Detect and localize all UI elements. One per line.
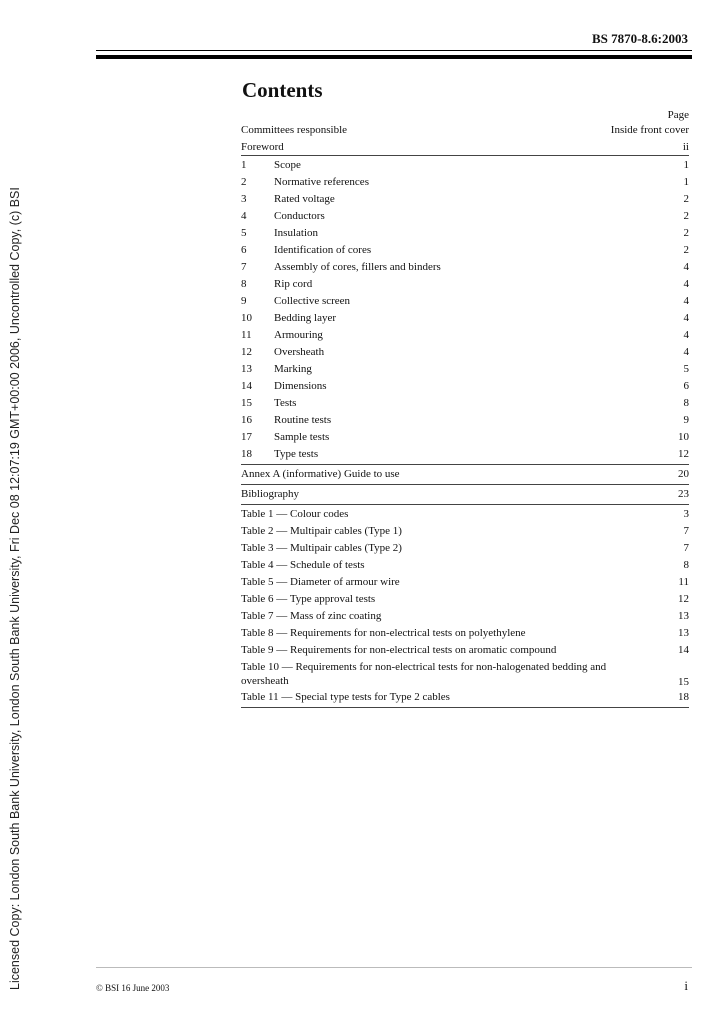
toc-table-entry[interactable] bbox=[241, 642, 689, 659]
clause-number: 17 bbox=[241, 431, 252, 443]
clause-title: Armouring bbox=[274, 329, 323, 341]
clause-page: 1 bbox=[683, 176, 689, 188]
table-page: 3 bbox=[683, 508, 689, 520]
clause-page: 9 bbox=[683, 414, 689, 426]
toc-clause[interactable] bbox=[241, 361, 689, 378]
toc-table-entry[interactable] bbox=[241, 689, 689, 706]
clause-title: Collective screen bbox=[274, 295, 351, 307]
toc-entry-label: Bibliography bbox=[241, 488, 300, 500]
clause-page: 5 bbox=[683, 363, 689, 375]
clause-title: Routine tests bbox=[274, 414, 332, 426]
toc-clause[interactable] bbox=[241, 310, 689, 327]
clause-number: 18 bbox=[241, 448, 252, 460]
clause-number: 16 bbox=[241, 414, 252, 426]
clause-title: Scope bbox=[274, 159, 301, 171]
clause-page: 12 bbox=[678, 448, 689, 460]
page-number: i bbox=[684, 978, 688, 993]
toc-entry-label: Foreword bbox=[241, 141, 284, 153]
clause-number: 1 bbox=[241, 159, 247, 171]
toc-table-entry[interactable] bbox=[241, 523, 689, 540]
clause-title: Identification of cores bbox=[274, 244, 372, 256]
table-title: Table 9 — Requirements for non-electrical tests on aromatic compound bbox=[241, 644, 557, 656]
clause-number: 11 bbox=[241, 329, 252, 341]
clause-number: 8 bbox=[241, 278, 247, 290]
table-page: 13 bbox=[678, 627, 689, 639]
table-title: Table 5 — Diameter of armour wire bbox=[241, 576, 400, 588]
clause-list bbox=[241, 156, 689, 465]
table-of-contents bbox=[241, 109, 689, 708]
clause-title: Type tests bbox=[274, 448, 319, 460]
clause-title: Rated voltage bbox=[274, 193, 335, 205]
page-column-label: Page bbox=[667, 109, 689, 121]
toc-clause[interactable] bbox=[241, 327, 689, 344]
toc-entry-label: Annex A (informative) Guide to use bbox=[241, 468, 400, 480]
clause-title: Assembly of cores, fillers and binders bbox=[274, 261, 441, 273]
toc-table-entry[interactable] bbox=[241, 574, 689, 591]
clause-title: Conductors bbox=[274, 210, 325, 222]
clause-page: 2 bbox=[683, 210, 689, 222]
table-page: 12 bbox=[678, 593, 689, 605]
toc-clause[interactable] bbox=[241, 157, 689, 174]
clause-title: Insulation bbox=[274, 227, 318, 239]
clause-page: 2 bbox=[683, 227, 689, 239]
toc-table-entry[interactable] bbox=[241, 557, 689, 574]
table-title: Table 3 — Multipair cables (Type 2) bbox=[241, 542, 402, 554]
table-page: 18 bbox=[678, 691, 689, 703]
clause-number: 13 bbox=[241, 363, 252, 375]
clause-page: 4 bbox=[683, 346, 689, 358]
clause-page: 4 bbox=[683, 312, 689, 324]
clause-page: 8 bbox=[683, 397, 689, 409]
header-rule-thick bbox=[96, 55, 692, 59]
toc-table-entry[interactable] bbox=[241, 506, 689, 523]
toc-clause[interactable] bbox=[241, 225, 689, 242]
toc-clause[interactable] bbox=[241, 242, 689, 259]
toc-entry-page: 20 bbox=[678, 468, 689, 480]
copyright-notice: © BSI 16 June 2003 bbox=[96, 983, 170, 993]
toc-table-entry[interactable] bbox=[241, 591, 689, 608]
table-page: 15 bbox=[678, 676, 689, 688]
clause-title: Rip cord bbox=[274, 278, 313, 290]
toc-table-entry[interactable] bbox=[241, 608, 689, 625]
clause-number: 9 bbox=[241, 295, 247, 307]
clause-page: 4 bbox=[683, 278, 689, 290]
clause-page: 4 bbox=[683, 261, 689, 273]
toc-clause[interactable] bbox=[241, 276, 689, 293]
clause-title: Dimensions bbox=[274, 380, 327, 392]
clause-number: 3 bbox=[241, 193, 247, 205]
clause-page: 1 bbox=[683, 159, 689, 171]
clause-number: 15 bbox=[241, 397, 252, 409]
clause-number: 4 bbox=[241, 210, 247, 222]
footer-rule bbox=[96, 967, 692, 968]
toc-entry-committees[interactable] bbox=[241, 122, 689, 139]
table-list bbox=[241, 505, 689, 708]
clause-title: Oversheath bbox=[274, 346, 325, 358]
clause-page: 6 bbox=[683, 380, 689, 392]
toc-entry-page: ii bbox=[682, 141, 689, 153]
license-watermark: Licensed Copy: London South Bank University, London South Bank University, Fri Dec 08 12:07:19 GMT+00:00 2006, Uncontrolled Copy, (c) BSI bbox=[8, 187, 22, 990]
clause-title: Sample tests bbox=[274, 431, 330, 443]
clause-number: 7 bbox=[241, 261, 247, 273]
header-rule-thin bbox=[96, 50, 692, 51]
table-title: Table 7 — Mass of zinc coating bbox=[241, 610, 382, 622]
clause-number: 5 bbox=[241, 227, 247, 239]
table-title: Table 11 — Special type tests for Type 2 cables bbox=[241, 691, 450, 703]
toc-entry-foreword[interactable] bbox=[241, 139, 689, 156]
toc-entry-page: Inside front cover bbox=[610, 124, 689, 136]
clause-title: Normative references bbox=[274, 176, 369, 188]
clause-title: Bedding layer bbox=[274, 312, 337, 324]
clause-number: 10 bbox=[241, 312, 252, 324]
clause-number: 2 bbox=[241, 176, 247, 188]
table-page: 14 bbox=[678, 644, 689, 656]
table-page: 7 bbox=[683, 525, 689, 537]
toc-clause[interactable] bbox=[241, 378, 689, 395]
toc-entry-annex[interactable] bbox=[241, 466, 689, 483]
toc-clause[interactable] bbox=[241, 191, 689, 208]
table-page: 13 bbox=[678, 610, 689, 622]
toc-entry-label: Committees responsible bbox=[241, 124, 348, 136]
table-title: Table 4 — Schedule of tests bbox=[241, 559, 365, 571]
annex-section bbox=[241, 465, 689, 485]
table-title: Table 6 — Type approval tests bbox=[241, 593, 376, 605]
clause-number: 12 bbox=[241, 346, 252, 358]
table-page: 11 bbox=[678, 576, 689, 588]
toc-clause[interactable] bbox=[241, 293, 689, 310]
clause-page: 2 bbox=[683, 244, 689, 256]
clause-number: 14 bbox=[241, 380, 252, 392]
toc-entry-page: 23 bbox=[678, 488, 689, 500]
toc-table-entry[interactable] bbox=[241, 659, 689, 689]
clause-page: 4 bbox=[683, 329, 689, 341]
table-title: Table 10 — Requirements for non-electrical tests for non-halogenated bedding and oversheath bbox=[241, 661, 607, 687]
toc-clause[interactable] bbox=[241, 344, 689, 361]
toc-clause[interactable] bbox=[241, 174, 689, 191]
clause-title: Marking bbox=[274, 363, 312, 375]
toc-clause[interactable] bbox=[241, 429, 689, 446]
table-title: Table 1 — Colour codes bbox=[241, 508, 349, 520]
toc-clause[interactable] bbox=[241, 259, 689, 276]
toc-clause[interactable] bbox=[241, 412, 689, 429]
toc-clause[interactable] bbox=[241, 395, 689, 412]
clause-page: 2 bbox=[683, 193, 689, 205]
table-title: Table 8 — Requirements for non-electrical tests on polyethylene bbox=[241, 627, 526, 639]
table-page: 8 bbox=[683, 559, 689, 571]
toc-clause[interactable] bbox=[241, 208, 689, 225]
clause-title: Tests bbox=[274, 397, 297, 409]
toc-table-entry[interactable] bbox=[241, 540, 689, 557]
clause-number: 6 bbox=[241, 244, 247, 256]
clause-page: 10 bbox=[678, 431, 689, 443]
toc-clause[interactable] bbox=[241, 446, 689, 463]
page-title: Contents bbox=[242, 78, 323, 102]
document-code: BS 7870-8.6:2003 bbox=[591, 31, 688, 46]
table-title: Table 2 — Multipair cables (Type 1) bbox=[241, 525, 402, 537]
bibliography-section bbox=[241, 485, 689, 505]
toc-table-entry[interactable] bbox=[241, 625, 689, 642]
table-page: 7 bbox=[683, 542, 689, 554]
toc-entry-bibliography[interactable] bbox=[241, 486, 689, 503]
clause-page: 4 bbox=[683, 295, 689, 307]
